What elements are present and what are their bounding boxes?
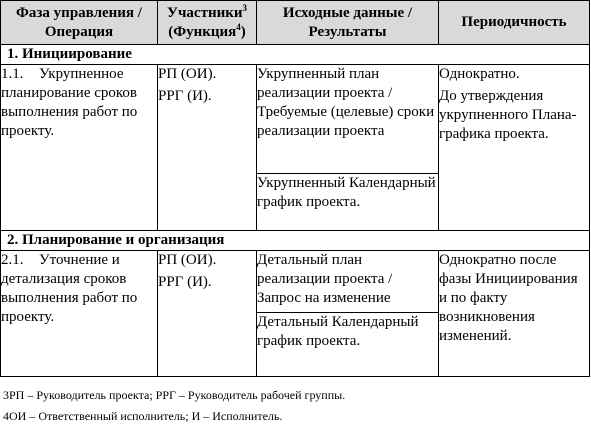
header-periodicity: Периодичность [439,1,590,45]
table-header [1,1,590,45]
input-data-cell: Детальный план реализации проекта / Запрос на изменение [257,251,439,313]
operation-number: 1.1. [1,66,24,82]
participant: РРГ (И). [158,274,212,290]
section-title: 1. Инициирование [1,45,590,65]
section-row [1,231,590,251]
section-row [1,45,590,65]
operation-text-first: Укрупненное [39,66,124,82]
operation-text-rest: планирование сроков выполнения работ по проекту. [1,85,138,139]
header-data [257,1,439,45]
header-participants-line1: Участники [166,4,243,21]
periodicity-cell [439,65,590,231]
operation-text-first: Уточнение и [39,252,120,268]
result-data-cell: Детальный Календарный график проекта. [257,313,439,377]
header-phase-line2: Операция [44,23,114,40]
header-participants [158,1,257,45]
operation-cell [1,251,158,377]
header-participants-line2b: ) [240,23,246,40]
participant: РП (ОИ). [158,252,217,268]
result-data-cell: Укрупненный Календарный график проекта. [257,174,439,231]
participant: РП (ОИ). [158,66,217,82]
header-participants-line2a: (Функция [168,23,237,40]
header-phase [1,1,158,45]
footnote-3: 3РП – Руководитель проекта; РРГ – Руководитель рабочей группы. [3,388,346,402]
participants-cell [158,65,257,231]
participants-cell [158,251,257,377]
operation-number: 2.1. [1,252,24,268]
footnote-4: 4ОИ – Ответственный исполнитель; И – Исполнитель. [3,409,283,423]
header-data-line1: Исходные данные / [282,4,413,21]
participant: РРГ (И). [158,88,212,104]
periodicity-line: Однократно. [439,66,520,82]
header-data-line2: Результаты [308,23,387,40]
periodicity-line: Однократно после фазы Инициирования и по факту возникновения изменений. [439,252,578,344]
table-row [1,251,590,313]
footnote-ref-3: 3 [242,2,248,13]
table-row [1,65,590,174]
footnote-ref-4: 4 [236,21,241,32]
section-title: 2. Планирование и организация [1,231,590,251]
operation-cell [1,65,158,231]
periodicity-cell [439,251,590,377]
periodicity-line: До утверждения укрупненного Плана-графика проекта. [439,88,577,142]
input-data-cell: Укрупненный план реализации проекта / Требуемые (целевые) сроки реализации проекта [257,65,439,174]
operation-text-rest: детализация сроков выполнения работ по проекту. [1,271,138,325]
header-phase-line1: Фаза управления / [16,4,142,21]
